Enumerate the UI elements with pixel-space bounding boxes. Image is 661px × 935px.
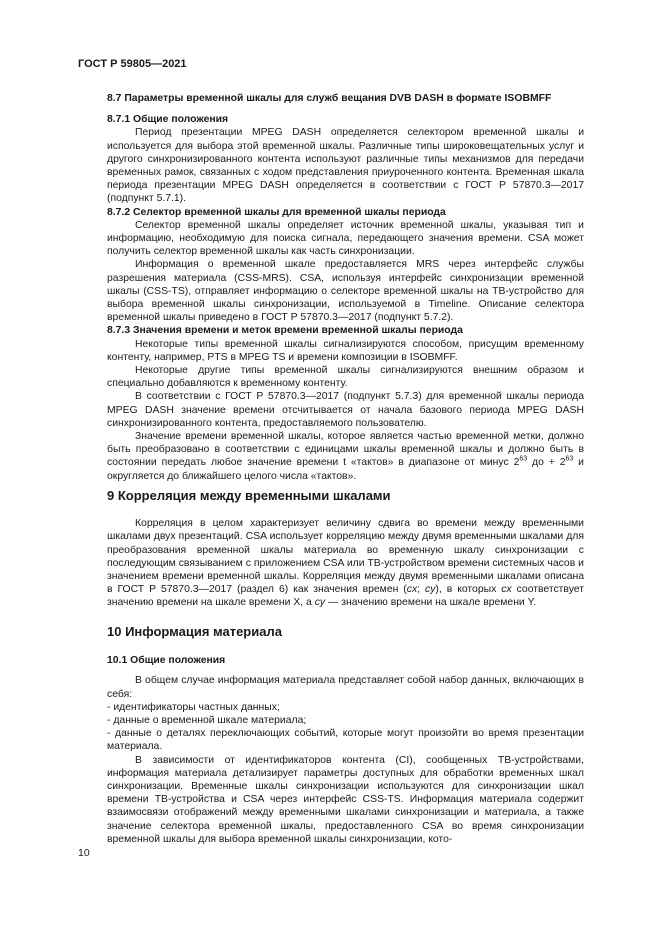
- paragraph: Некоторые другие типы временной шкалы сигнализируются внешним образом и специально добавляются к временному контенту.: [107, 365, 584, 390]
- section-title-9: 9 Корреляция между временными шкалами: [107, 488, 391, 503]
- paragraph: В соответствии с ГОСТ Р 57870.3—2017 (подпункт 5.7.3) для временной шкалы периода MPEG DASH значение времени отсчитывается от начала базового периода MPEG DASH синхронизированного контента, предоставляемого пользователю.: [107, 391, 584, 429]
- paragraph: В общем случае информация материала представляет собой набор данных, включающих в себя:: [107, 675, 584, 700]
- paragraph: Селектор временной шкалы определяет источник временной шкалы, указывая тип и информацию, необходимую для поиска сигнала, передающего значения времени. CSA может получить селектор временной шкалы как часть синхронизации.: [107, 219, 584, 258]
- subsection-title-8-7-3: 8.7.3 Значения времени и меток времени временной шкалы периода: [107, 325, 463, 337]
- section-10: [107, 625, 584, 846]
- paragraph: Корреляция в целом характеризует величину сдвига во времени между временными шкалами двух презентаций. CSA использует корреляцию между двумя временными шкалами для преобразования временной шкалы материала во временную шкалу синхронизации с последующим связыванием с приложением CSA или ТВ-устройством времени системных часов и значением времени временной шкалы. Корреляция между двумя временными шкалами описана в ГОСТ Р 57870.3—2017 (раздел 6) как значения времен (cx; cy), в которых cx соответствует значению времени на шкале времени X, а cy — значению времени на шкале времени Y.: [107, 518, 584, 609]
- paragraph: Период презентации MPEG DASH определяется селектором временной шкалы и используется для выбора этой временной шкалы. Различные типы широковещательных услуг и другого синхронизированного контента используют различные типы механизмов для передачи временных рамок, связанных с ходом представления приуроченного контента. Временная шкала периода презентации MPEG DASH определяется в соответствии с ГОСТ Р 57870.3—2017 (подпункт 5.7.1).: [107, 127, 584, 205]
- page-number: 10: [78, 847, 90, 859]
- paragraph: В зависимости от идентификаторов контента (CI), сообщенных ТВ-устройствами, информация материала детализирует параметры доступных для обработки временных шкал синхронизации. Временные шкалы синхронизации используются для синхронизации шкал времени ТВ-устройства и CSA через интерфейс CSS-TS. Информация материала содержит взаимосвязи отображений между временными шкалами синхронизации и материала, а также значение селектора временной шкалы, предоставленного CSA во время синхронизации временной шкалы для выбора временной шкалы синхронизации, кото-: [107, 754, 584, 845]
- section-title-8-7: 8.7 Параметры временной шкалы для служб вещания DVB DASH в формате ISOBMFF: [107, 93, 552, 104]
- list-item: - идентификаторы частных данных;: [107, 701, 280, 713]
- subsection-title-10-1: 10.1 Общие положения: [107, 655, 226, 667]
- document-header: ГОСТ Р 59805—2021: [78, 58, 187, 70]
- list-item: - данные о деталях переключающих событий, которые могут произойти во время презентации материала.: [107, 728, 584, 753]
- paragraph: Информация о временной шкале предоставляется MRS через интерфейс службы разрешения материала (CSS-MRS). CSA, используя интерфейс синхронизации временной шкалы (CSS-TS), отправляет информацию о селекторе временной шкалы на ТВ-устройство для выбора временной шкалы синхронизации, используемой в Timeline. Описание селектора временной шкалы приведено в ГОСТ Р 57870.3—2017 (подпункт 5.7.2).: [107, 259, 584, 324]
- subsection-title-8-7-2: 8.7.2 Селектор временной шкалы для временной шкалы периода: [107, 206, 446, 218]
- paragraph-with-exponents: Значение времени временной шкалы, которое является частью временной метки, должно быть преобразовано в соответствии с единицами шкалы временной шкалы и должно быть в состоянии передать любое значение времени t «тактов» в диапазоне от минус $2^{63}$ до + $2^{63}$ и округляется до ближайшего целого числа «тактов».: [107, 431, 584, 482]
- list-item: - данные о временной шкале материала;: [107, 715, 307, 727]
- section-8-7: [107, 92, 584, 483]
- section-9: [107, 489, 584, 610]
- section-title-10: 10 Информация материала: [107, 624, 282, 639]
- paragraph: Некоторые типы временной шкалы сигнализируются способом, присущим временному контенту, например, PTS в MPEG TS и времени композиции в ISOBMFF.: [107, 338, 584, 363]
- subsection-title-8-7-1: 8.7.1 Общие положения: [107, 114, 229, 126]
